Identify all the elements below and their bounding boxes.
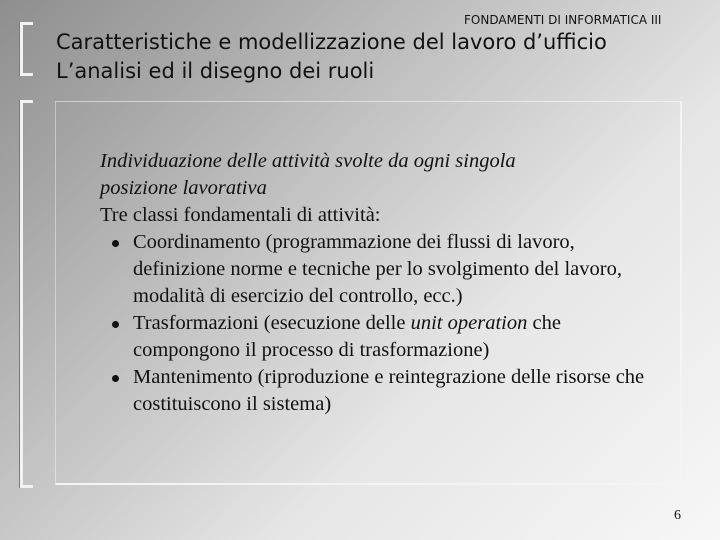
list-item-trasformazioni — [100, 310, 670, 364]
content-bracket-decoration — [20, 100, 33, 488]
bullet-text-coordinamento: Coordinamento (programmazione dei flussi di lavoro, definizione norme e tecniche per lo svolgimento del lavoro, modalità di esercizio del controllo, ecc.) — [133, 231, 622, 307]
bullet-dot-icon — [112, 240, 119, 247]
bullet-dot-icon — [112, 321, 119, 328]
intro-line-1: Individuazione delle attività svolte da ogni singola — [100, 150, 516, 172]
bullet-text-mantenimento: Mantenimento (riproduzione e reintegrazione delle risorse che costituiscono il sistema) — [133, 366, 645, 415]
slide-body — [100, 148, 670, 418]
slide-title — [56, 28, 607, 86]
bullet-text-trasformazioni-after: che compongono il processo di trasformazione) — [133, 312, 561, 361]
intro-line-2: posizione lavorativa — [100, 177, 267, 199]
slide-title-line-1: Caratteristiche e modellizzazione del lavoro d’ufficio — [56, 30, 607, 54]
bullet-text-unit-operation: unit operation — [410, 312, 528, 334]
activity-classes-list — [100, 229, 670, 418]
list-item-coordinamento — [100, 229, 670, 310]
title-bracket-decoration — [20, 22, 33, 76]
classes-heading: Tre classi fondamentali di attività: — [100, 204, 381, 226]
course-header-label: FONDAMENTI DI INFORMATICA III — [464, 13, 662, 27]
page-number: 6 — [674, 508, 681, 523]
bullet-dot-icon — [112, 375, 119, 382]
bullet-text-trasformazioni-before: Trasformazioni (esecuzione delle — [133, 312, 411, 334]
slide-title-line-2: L’analisi ed il disegno dei ruoli — [56, 59, 375, 83]
list-item-mantenimento — [100, 364, 670, 418]
